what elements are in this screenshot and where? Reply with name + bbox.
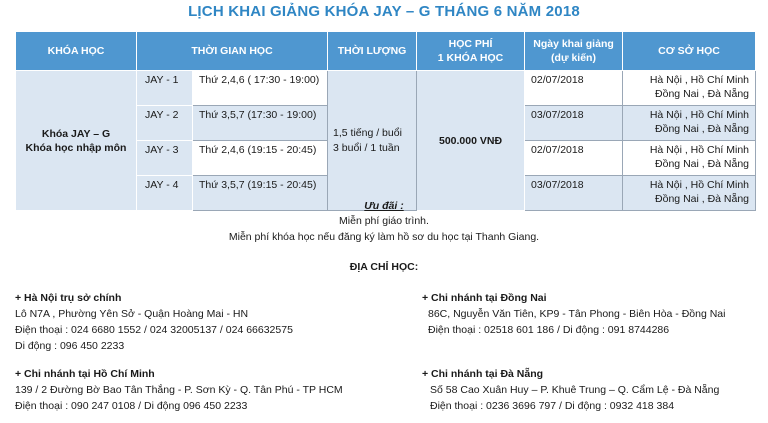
class-code: JAY - 4: [137, 176, 193, 211]
branch-phone: Điện thoại : 0236 3696 797 / Di động : 0932 418 384: [430, 400, 675, 412]
branch-hcm: [15, 366, 343, 414]
location-line2: Đồng Nai , Đà Nẵng: [655, 158, 750, 170]
header-location: CƠ SỞ HỌC: [623, 32, 756, 71]
offer-heading: Ưu đãi :: [364, 200, 404, 212]
class-time: Thứ 2,4,6 ( 17:30 - 19:00): [193, 71, 328, 106]
location-cell: [623, 141, 756, 176]
branch-address: Số 58 Cao Xuân Huy – P. Khuê Trung – Q. Cẩm Lệ - Đà Nẵng: [430, 384, 720, 396]
header-duration: THỜI LƯỢNG: [328, 32, 417, 71]
header-date-line1: Ngày khai giảng: [533, 38, 614, 50]
header-date: [525, 32, 623, 71]
header-fee: [417, 32, 525, 71]
table-header-row: [16, 32, 756, 71]
course-name: Khóa JAY – G: [41, 127, 111, 140]
fee-cell: 500.000 VNĐ: [417, 71, 525, 211]
location-line1: Hà Nội , Hồ Chí Minh: [649, 74, 750, 86]
branch-hanoi: [15, 290, 293, 354]
duration-line1: 1,5 tiếng / buổi: [333, 126, 402, 139]
branch-phone: Điện thoại : 02518 601 186 / Di động : 091 8744286: [428, 324, 670, 336]
branch-name: + Hà Nội trụ sở chính: [15, 292, 122, 304]
class-code: JAY - 2: [137, 106, 193, 141]
branch-name: + Chi nhánh tại Đà Nẵng: [422, 368, 544, 380]
class-code: JAY - 3: [137, 141, 193, 176]
start-date: 02/07/2018: [525, 141, 623, 176]
location-line2: Đồng Nai , Đà Nẵng: [655, 88, 750, 100]
branch-phone: Điện thoại : 090 247 0108 / Di động 096 450 2233: [15, 400, 248, 412]
branch-danang: [422, 366, 719, 414]
offer-line-1: Miễn phí giáo trình.: [339, 215, 429, 227]
address-title: ĐỊA CHỈ HỌC:: [349, 261, 419, 273]
schedule-table: [15, 31, 756, 211]
class-time: Thứ 2,4,6 (19:15 - 20:45): [193, 141, 328, 176]
header-time: THỜI GIAN HỌC: [137, 32, 328, 71]
course-name-cell: [16, 71, 137, 211]
branch-dongnai: [422, 290, 725, 338]
offer-line-2: Miễn phí khóa học nếu đăng ký làm hồ sơ du học tại Thanh Giang.: [228, 231, 540, 243]
branch-address: Lô N7A , Phường Yên Sở - Quận Hoàng Mai - HN: [15, 308, 249, 320]
start-date: 03/07/2018: [525, 176, 623, 211]
duration-line2: 3 buổi / 1 tuần: [333, 141, 400, 154]
header-date-line2: (dự kiến): [551, 52, 596, 64]
location-line1: Hà Nội , Hồ Chí Minh: [649, 109, 750, 121]
branch-phone: Điện thoại : 024 6680 1552 / 024 32005137 / 024 66632575: [15, 324, 293, 336]
location-line2: Đồng Nai , Đà Nẵng: [655, 123, 750, 135]
branch-name: + Chi nhánh tại Hồ Chí Minh: [15, 368, 155, 380]
duration-cell: [328, 71, 417, 211]
class-time: Thứ 3,5,7 (19:15 - 20:45): [193, 176, 328, 211]
header-fee-line2: 1 KHÓA HỌC: [437, 52, 504, 64]
class-time: Thứ 3,5,7 (17:30 - 19:00): [193, 106, 328, 141]
branch-address: 86C, Nguyễn Văn Tiên, KP9 - Tân Phong - Biên Hòa - Đồng Nai: [428, 308, 726, 320]
branch-mobile: Di động : 096 450 2233: [15, 340, 125, 352]
start-date: 02/07/2018: [525, 71, 623, 106]
table-row: [16, 71, 756, 106]
page-title: LỊCH KHAI GIẢNG KHÓA JAY – G THÁNG 6 NĂM 2018: [188, 3, 580, 20]
course-subtitle: Khóa học nhập môn: [25, 141, 127, 154]
branch-address: 139 / 2 Đường Bờ Bao Tân Thắng - P. Sơn Kỳ - Q. Tân Phú - TP HCM: [15, 384, 343, 396]
header-course: KHÓA HỌC: [16, 32, 137, 71]
location-line1: Hà Nội , Hồ Chí Minh: [649, 179, 750, 191]
header-fee-line1: HỌC PHÍ: [448, 38, 493, 50]
location-cell: [623, 106, 756, 141]
start-date: 03/07/2018: [525, 106, 623, 141]
class-code: JAY - 1: [137, 71, 193, 106]
branch-name: + Chi nhánh tại Đồng Nai: [422, 292, 547, 304]
location-line2: Đồng Nai , Đà Nẵng: [655, 193, 750, 205]
location-cell: [623, 71, 756, 106]
location-line1: Hà Nội , Hồ Chí Minh: [649, 144, 750, 156]
